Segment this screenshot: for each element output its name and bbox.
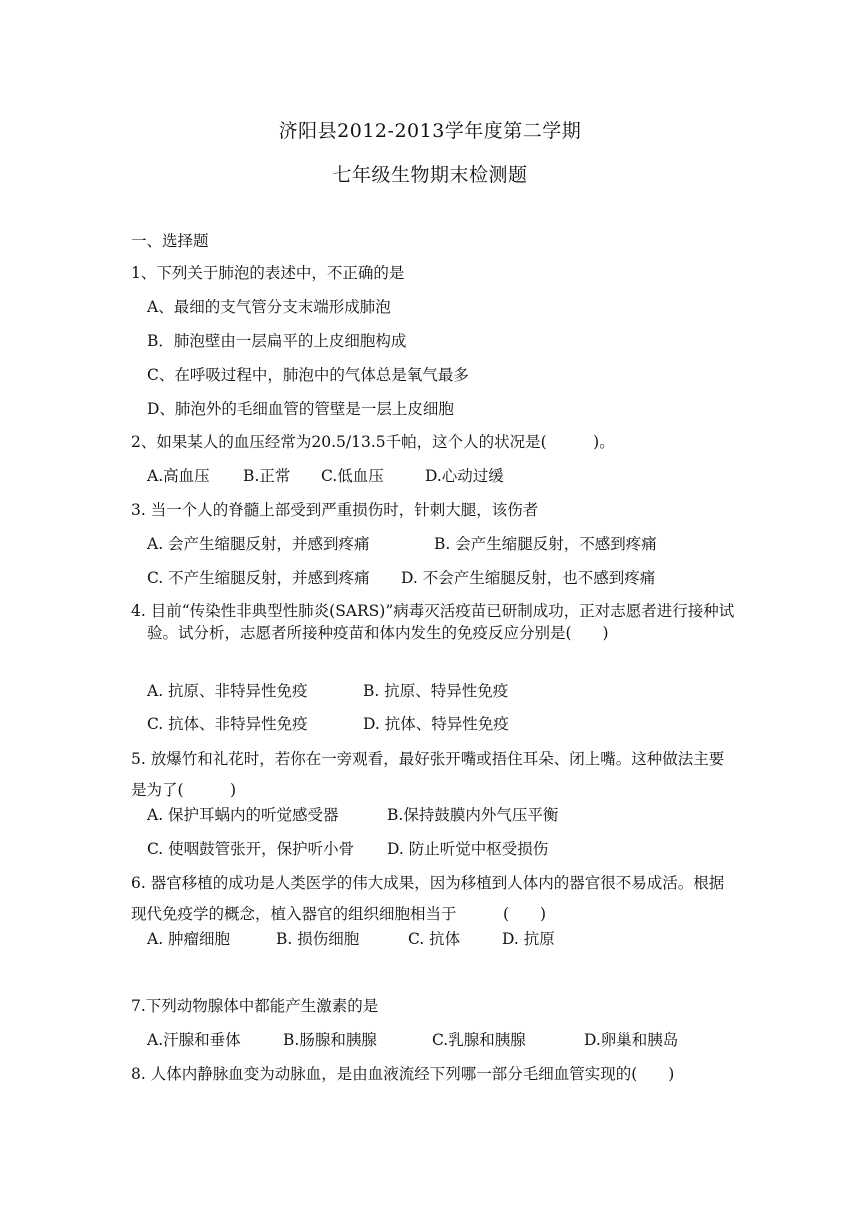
question-1-option-b: B．肺泡壁由一层扁平的上皮细胞构成 xyxy=(147,332,407,350)
question-1-option-a: A、最细的支气管分支末端形成肺泡 xyxy=(147,298,391,316)
question-7-stem: 7.下列动物腺体中都能产生激素的是 xyxy=(131,997,379,1015)
question-7-option-b: B.肠腺和胰腺 xyxy=(283,1031,377,1049)
question-3-option-a: A. 会产生缩腿反射，并感到疼痛 xyxy=(147,535,370,553)
question-3-option-b: B. 会产生缩腿反射，不感到疼痛 xyxy=(434,535,657,553)
question-4-option-a: A. 抗原、非特异性免疫 xyxy=(147,682,308,700)
question-2-stem: 2、如果某人的血压经常为20.5/13.5千帕，这个人的状况是( )。 xyxy=(131,433,615,451)
question-3-stem: 3. 当一个人的脊髓上部受到严重损伤时，针刺大腿，该伤者 xyxy=(131,501,539,519)
question-8-stem: 8. 人体内静脉血变为动脉血，是由血液流经下列哪一部分毛细血管实现的( ) xyxy=(131,1065,675,1083)
question-4-option-d: D. 抗体、特异性免疫 xyxy=(363,715,509,733)
question-5-option-a: A. 保护耳蜗内的听觉感受器 xyxy=(147,806,339,824)
question-4-stem: 4. 目前“传染性非典型性肺炎(SARS)”病毒灭活疫苗已研制成功，正对志愿者进行接种试验。试分析，志愿者所接种疫苗和体内发生的免疫反应分别是( ) xyxy=(131,602,735,642)
question-1-option-c: C、在呼吸过程中，肺泡中的气体总是氧气最多 xyxy=(147,366,469,384)
question-3-option-d: D. 不会产生缩腿反射，也不感到疼痛 xyxy=(401,569,656,587)
question-6-stem: 6. 器官移植的成功是人类医学的伟大成果，因为移植到人体内的器官很不易成活。根据现代免疫学的概念，植入器官的组织细胞相当于 ( ) xyxy=(131,874,725,923)
question-7-option-a: A.汗腺和垂体 xyxy=(147,1031,241,1049)
question-5-option-c: C. 使咽鼓管张开，保护听小骨 xyxy=(147,840,355,858)
question-6-option-b: B. 损伤细胞 xyxy=(276,930,360,948)
section-title: 一、选择题 xyxy=(131,232,209,250)
question-5-option-d: D. 防止听觉中枢受损伤 xyxy=(387,840,549,858)
question-2-option-d: D.心动过缓 xyxy=(425,467,504,485)
question-7-option-c: C.乳腺和胰腺 xyxy=(432,1031,526,1049)
question-1-stem: 1、下列关于肺泡的表述中，不正确的是 xyxy=(131,264,405,282)
question-2-option-a: A.高血压 xyxy=(147,467,210,485)
exam-title: 济阳县2012-2013学年度第二学期 xyxy=(278,120,582,142)
question-6-option-a: A. 肿瘤细胞 xyxy=(147,930,231,948)
question-4-option-b: B. 抗原、特异性免疫 xyxy=(363,682,509,700)
question-7-option-d: D.卵巢和胰岛 xyxy=(584,1031,679,1049)
question-6-option-d: D. 抗原 xyxy=(502,930,555,948)
question-1-option-d: D、肺泡外的毛细血管的管壁是一层上皮细胞 xyxy=(147,400,454,418)
question-2-option-b: B.正常 xyxy=(243,467,291,485)
question-3-option-c: C. 不产生缩腿反射，并感到疼痛 xyxy=(147,569,370,587)
question-6-option-c: C. 抗体 xyxy=(408,930,461,948)
question-2-option-c: C.低血压 xyxy=(321,467,384,485)
question-5-option-b: B.保持鼓膜内外气压平衡 xyxy=(387,806,559,824)
exam-subtitle: 七年级生物期末检测题 xyxy=(332,164,528,186)
question-5-stem: 5. 放爆竹和礼花时，若你在一旁观看，最好张开嘴或捂住耳朵、闭上嘴。这种做法主要是为了( ) xyxy=(131,750,725,799)
question-4-option-c: C. 抗体、非特异性免疫 xyxy=(147,715,308,733)
